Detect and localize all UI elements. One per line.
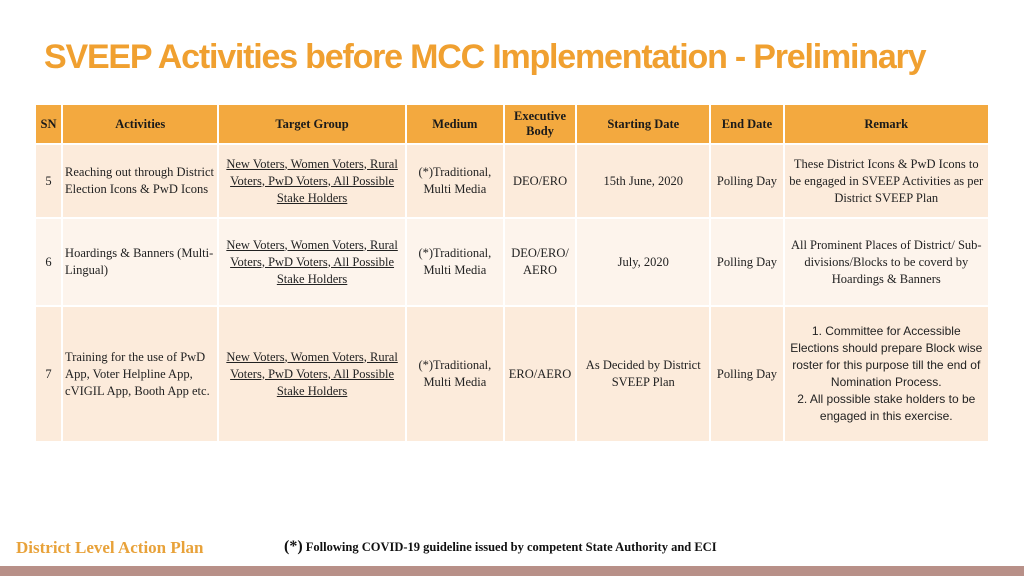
cell-starting-date: 15th June, 2020 [577,145,709,217]
footer-note [284,538,717,556]
header-executive-body: Executive Body [505,105,575,143]
cell-end-date: Polling Day [711,307,782,441]
remark-point-2: 2. All possible stake holders to be engaged in this exercise. [797,392,976,423]
cell-target-group: New Voters, Women Voters, Rural Voters, PwD Voters, All Possible Stake Holders [219,219,404,305]
cell-executive-body: DEO/ERO/ AERO [505,219,575,305]
cell-activities: Training for the use of PwD App, Voter Helpline App, cVIGIL App, Booth App etc. [63,307,217,441]
header-starting-date: Starting Date [577,105,709,143]
cell-sn: 7 [36,307,61,441]
header-medium: Medium [407,105,503,143]
cell-remark: All Prominent Places of District/ Sub-divisions/Blocks to be coverd by Hoardings & Banners [785,219,988,305]
cell-medium: (*)Traditional, Multi Media [407,219,503,305]
cell-executive-body: DEO/ERO [505,145,575,217]
footer-note-text: Following COVID-19 guideline issued by competent State Authority and ECI [302,540,717,554]
header-remark: Remark [785,105,988,143]
cell-executive-body: ERO/AERO [505,307,575,441]
cell-end-date: Polling Day [711,219,782,305]
cell-activities: Hoardings & Banners (Multi-Lingual) [63,219,217,305]
cell-starting-date: As Decided by District SVEEP Plan [577,307,709,441]
remark-point-1: 1. Committee for Accessible Elections should prepare Block wise roster for this purpose till the end of Nomination Process. [790,324,983,389]
cell-medium: (*)Traditional, Multi Media [407,307,503,441]
cell-remark [785,307,988,441]
header-end-date: End Date [711,105,782,143]
bottom-bar [0,566,1024,576]
table-row [36,219,988,305]
footer-note-star: (*) [284,538,303,555]
cell-target-group: New Voters, Women Voters, Rural Voters, PwD Voters, All Possible Stake Holders [219,145,404,217]
header-target-group: Target Group [219,105,404,143]
table-row [36,307,988,441]
cell-target-group: New Voters, Women Voters, Rural Voters, PwD Voters, All Possible Stake Holders [219,307,404,441]
activities-table [34,103,990,443]
page-title: SVEEP Activities before MCC Implementation - Preliminary [44,38,926,76]
cell-sn: 6 [36,219,61,305]
cell-activities: Reaching out through District Election Icons & PwD Icons [63,145,217,217]
cell-sn: 5 [36,145,61,217]
footer-plan-label: District Level Action Plan [16,538,204,557]
header-activities: Activities [63,105,217,143]
table-header-row [36,105,988,143]
cell-remark: These District Icons & PwD Icons to be engaged in SVEEP Activities as per District SVEEP Plan [785,145,988,217]
cell-end-date: Polling Day [711,145,782,217]
cell-starting-date: July, 2020 [577,219,709,305]
header-sn: SN [36,105,61,143]
table-row [36,145,988,217]
cell-medium: (*)Traditional, Multi Media [407,145,503,217]
